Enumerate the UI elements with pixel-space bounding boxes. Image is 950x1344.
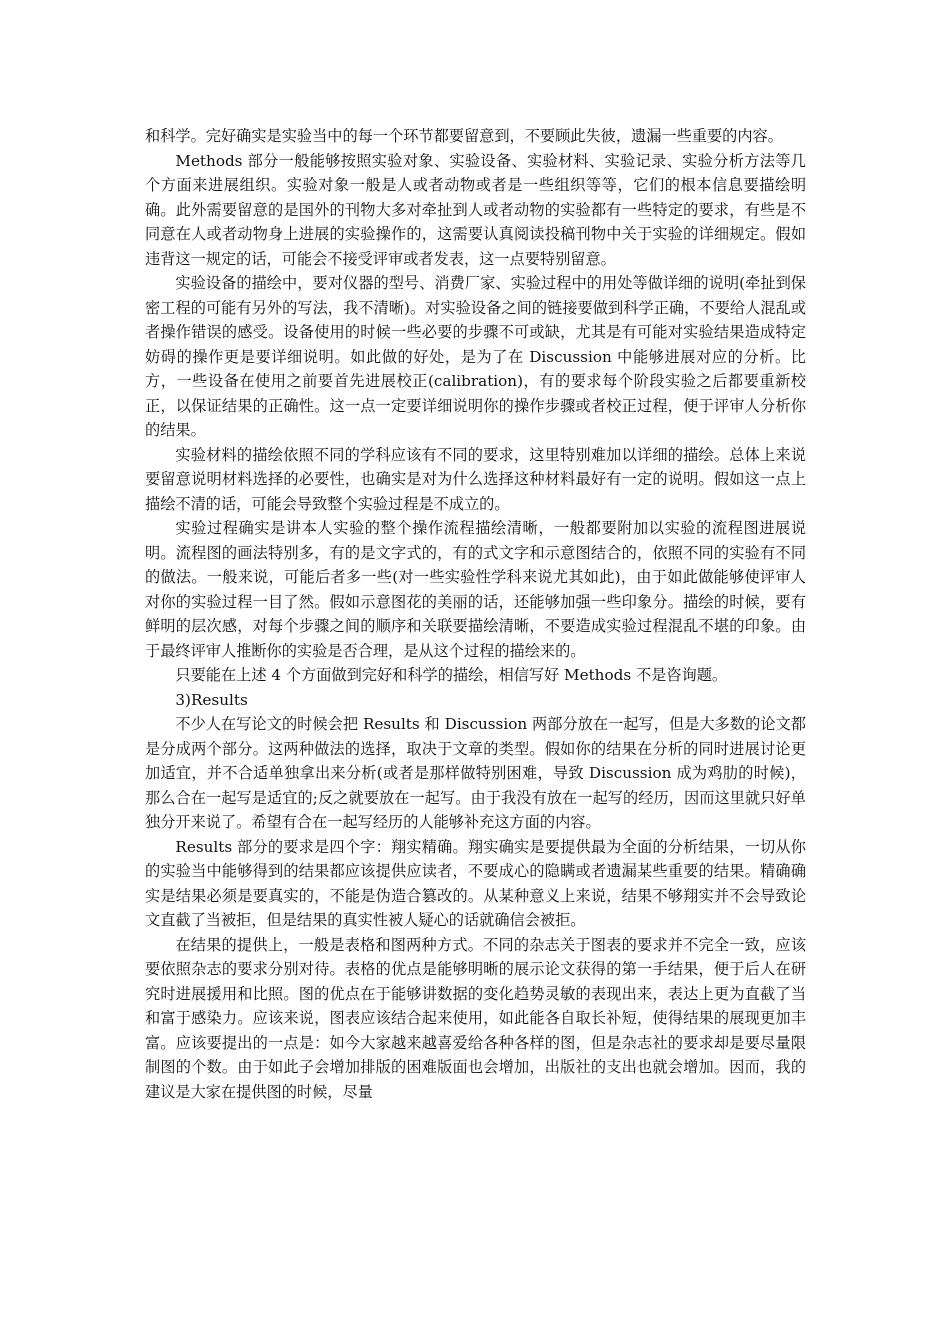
paragraph: 和科学。完好确实是实验当中的每一个环节都要留意到，不要顾此失彼，遗漏一些重要的内容。: [145, 127, 783, 145]
paragraph: 实验设备的描绘中，要对仪器的型号、消费厂家、实验过程中的用处等做详细的说明(牵扯到保密工程的可能有另外的写法，我不清晰)。对实验设备之间的链接要做到科学正确，不要给人混乱或者操作错误的感受。设备使用的时候一些必要的步骤不可或缺，尤其是有可能对实验结果造成特定妨碍的操作更是要详细说明。如此做的好处，是为了在 Discussion 中能够进展对应的分析。比方，一些设备在使用之前要首先进展校正(calibration)，有的要求每个阶段实验之后都要重新校正，以保证结果的正确性。这一点一定要详细说明你的操作步骤或者校正过程，便于评审人分析你的结果。: [145, 274, 806, 439]
paragraph: Methods 部分一般能够按照实验对象、实验设备、实验材料、实验记录、实验分析方法等几个方面来进展组织。实验对象一般是人或者动物或者是一些组织等等，它们的根本信息要描绘明确。此外需要留意的是国外的刊物大多对牵扯到人或者动物的实验都有一些特定的要求，有些是不同意在人或者动物身上进展的实验操作的，这需要认真阅读投稿刊物中关于实验的详细规定。假如违背这一规定的话，可能会不接受评审或者发表，这一点要特别留意。: [145, 151, 806, 268]
paragraph: 只要能在上述 4 个方面做到完好和科学的描绘，相信写好 Methods 不是咨询题。: [175, 666, 728, 684]
paragraph: 在结果的提供上，一般是表格和图两种方式。不同的杂志关于图表的要求并不完全一致，应该要依照杂志的要求分别对待。表格的优点是能够明晰的展示论文获得的第一手结果，便于后人在研究时进展援用和比照。图的优点在于能够讲数据的变化趋势灵敏的表现出来，表达上更为直截了当和富于感染力。应该来说，图表应该结合起来使用，如此能各自取长补短，使得结果的展现更加丰富。应该要提出的一点是：如今大家越来越喜爱给各种各样的图，但是杂志社的要求却是要尽量限制图的个数。由于如此子会增加排版的困难版面也会增加，出版社的支出也就会增加。因而，我的建议是大家在提供图的时候，尽量: [145, 935, 806, 1101]
document-body: [145, 124, 806, 1104]
section-heading: 3)Results: [175, 690, 248, 709]
paragraph: 实验过程确实是讲本人实验的整个操作流程描绘清晰，一般都要附加以实验的流程图进展说明。流程图的画法特别多，有的是文字式的，有的式文字和示意图结合的，依照不同的实验有不同的做法。一般来说，可能后者多一些(对一些实验性学科来说尤其如此)，由于如此做能够使评审人对你的实验过程一目了然。假如示意图花的美丽的话，还能够加强一些印象分。描绘的时候，要有鲜明的层次感，对每个步骤之间的顺序和关联要描绘清晰，不要造成实验过程混乱不堪的印象。由于最终评审人推断你的实验是否合理，是从这个过程的描绘来的。: [145, 519, 806, 660]
paragraph: 实验材料的描绘依照不同的学科应该有不同的要求，这里特别难加以详细的描绘。总体上来说要留意说明材料选择的必要性，也确实是对为什么选择这种材料最好有一定的说明。假如这一点上描绘不清的话，可能会导致整个实验过程是不成立的。: [145, 445, 806, 513]
paragraph: 不少人在写论文的时候会把 Results 和 Discussion 两部分放在一起写，但是大多数的论文都是分成两个部分。这两种做法的选择，取决于文章的类型。假如你的结果在分析的同时进展讨论更加适宜，并不合适单独拿出来分析(或者是那样做特别困难，导致 Discussion 成为鸡肋的时候)，那么合在一起写是适宜的;反之就要放在一起写。由于我没有放在一起写的经历，因而这里就只好单独分开来说了。希望有合在一起写经历的人能够补充这方面的内容。: [145, 715, 806, 831]
paragraph: Results 部分的要求是四个字：翔实精确。翔实确实是要提供最为全面的分析结果，一切从你的实验当中能够得到的结果都应该提供应读者，不要成心的隐瞒或者遗漏某些重要的结果。精确确实是结果必须是要真实的，不能是伪造合篡改的。从某种意义上来说，结果不够翔实并不会导致论文直截了当被拒，但是结果的真实性被人疑心的话就确信会被拒。: [145, 837, 806, 929]
